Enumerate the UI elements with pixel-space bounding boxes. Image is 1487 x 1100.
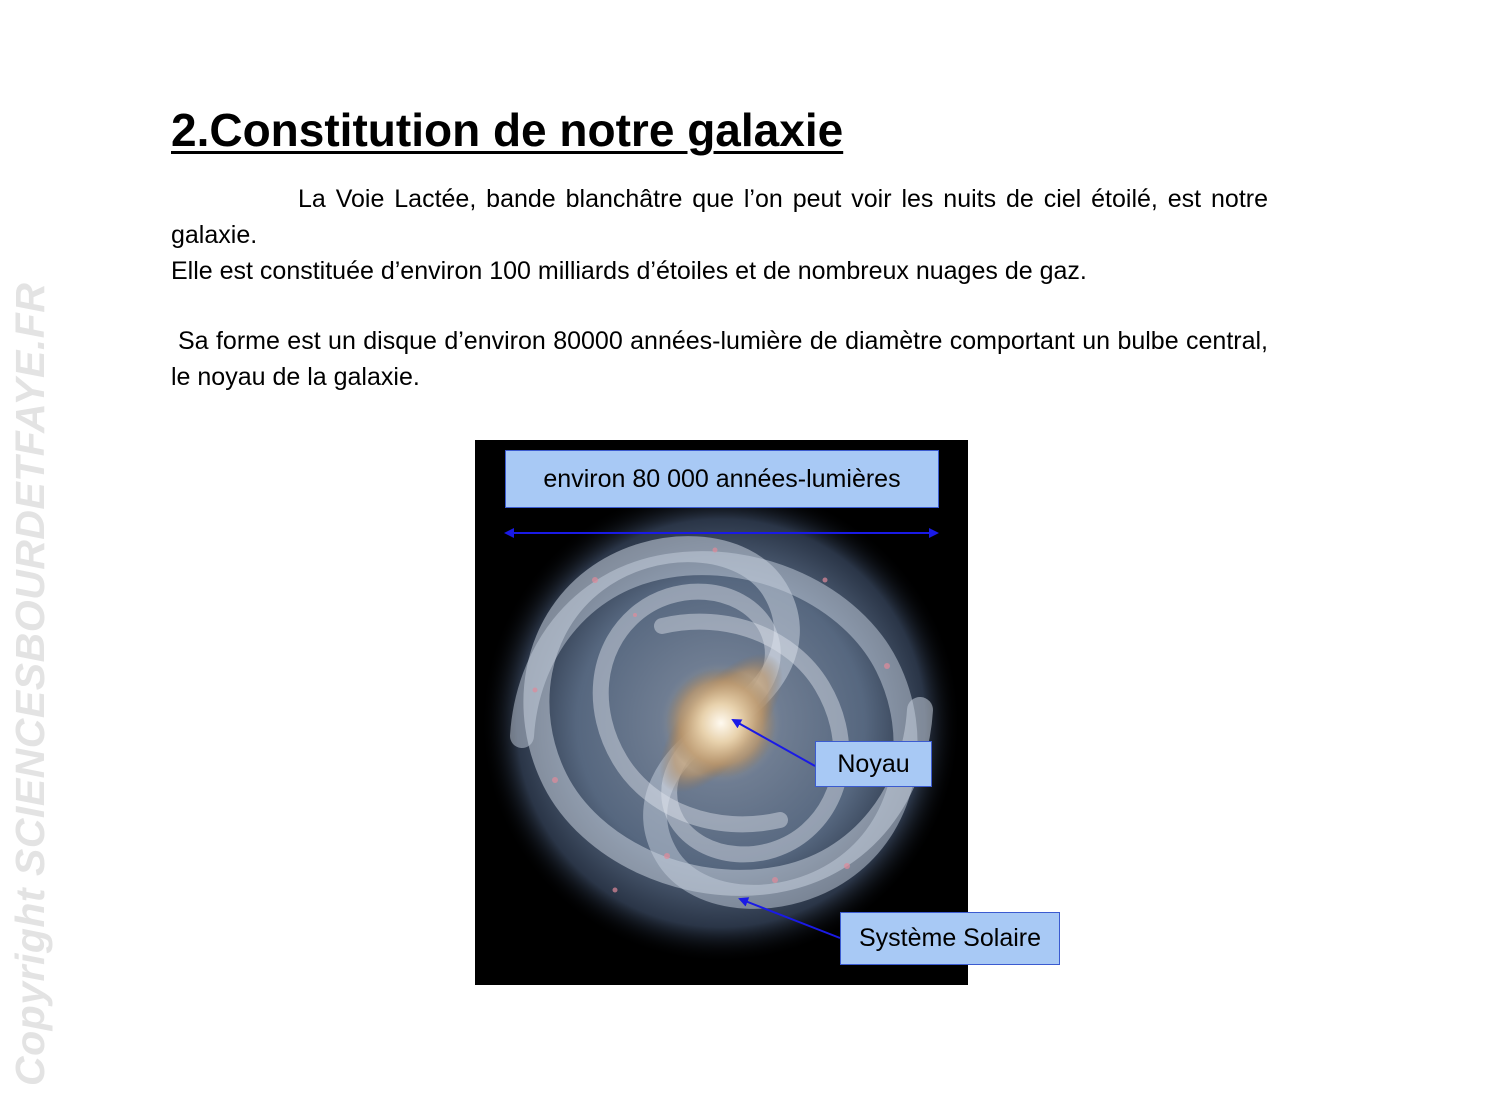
page-title: 2.Constitution de notre galaxie [171, 104, 844, 156]
paragraph-shape: Sa forme est un disque d’environ 80000 années-lumière de diamètre comportant un bulbe central, le noyau de la galaxie. [171, 327, 1268, 391]
galaxy-bulge [666, 668, 776, 778]
core-label: Noyau [815, 741, 932, 787]
diameter-label: environ 80 000 années-lumières [505, 450, 939, 508]
galaxy-image [475, 440, 968, 985]
paragraph-intro: La Voie Lactée, bande blanchâtre que l’on peut voir les nuits de ciel étoilé, est notre galaxie. [171, 185, 1268, 249]
paragraph-composition: Elle est constituée d’environ 100 milliards d’étoiles et de nombreux nuages de gaz. [171, 257, 1087, 285]
watermark: Copyright SCIENCESBOURDETFAYE.FR [7, 282, 53, 1086]
galaxy-figure [475, 440, 968, 985]
solar-system-label: Système Solaire [840, 912, 1060, 965]
